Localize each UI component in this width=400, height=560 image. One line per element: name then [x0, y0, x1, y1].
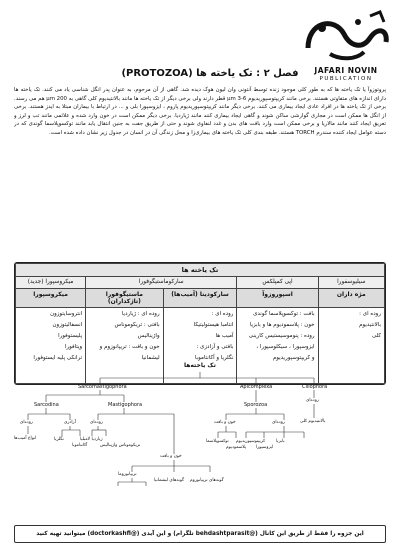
leaf-amoebas: انواع آمیب‌ها [14, 436, 37, 441]
node-sporozoa: Sporozoa [244, 402, 268, 408]
publisher-logo [300, 8, 392, 88]
node-intestinal: روده‌ای [90, 420, 103, 425]
leaf-cryptosporidium: کریپتوسپوریدیوم [236, 439, 266, 444]
leaf-balantidium: بالانتیدیوم کلی [300, 419, 326, 424]
node-free-living: آزادزی [64, 420, 76, 425]
node-mastigophora: Mastigophora [108, 402, 143, 408]
leaf-plasmodium: پلاسمودیوم [226, 445, 247, 450]
table-title: تک یاخته ها [16, 264, 385, 277]
leaf-acanthamoeba: آکانتاموبا [72, 443, 88, 448]
node-trypanosoma: تریپانوزوما [118, 472, 137, 477]
logo-tagline: PUBLICATION [319, 76, 373, 82]
leaf-isospora: ایزوسپورا [256, 445, 274, 450]
intro-paragraph: پروتوزوآ یا تک یاخته ها که به طور کلی موجود زنده توسط آنتونی وان لیون هوک دیده شد. گاهی از آن مرحوم، به عنوان پدر انگل شناسی یاد می کنند. تک یاخته ها دارای اندازه های متفاوتی هستند. برخی مانند کریپتوسپوریدیوم µm 3-6 قطر دارند ولی برخی دیگر از تک یاخته ها مانند بالانتیدیوم کلی گاهی به µm 200 هم می رسند. برخی از تک یاخته ها در افراد عادی ایجاد بیماری می کنند. برخی دیگر مانند کریپتوسپوریدیوم پاروم ، ایزوسپورا بلی و ... در ارتباط با بیماران مبتلا به ایدز هستند. برخی از انگل ها ممکن است در مجاری گوارشی ساکن شوند و گاهی ایجاد بیماری کنند مانند ژیاردیا. برخی دیگر ممکن است در خون وارد شده و علائمی مانند تب و لرز و تعریق ایجاد کنند مانند مالاریا و برخی ممکن است وارد بافت های بدن و غدد لنفاوی شوند و حتی از طریق جفت به جنین انتقال یابد مانند توکسوپلاسما گوندی که در دسته عوامل ایجاد کننده سندرم TORCH هستند. طبقه بندی کلی تک یاخته های بیماری‌زا و محل زندگی آن در انسان در جدول زیر نشان داده شده است. [14, 87, 386, 136]
table-group-cell: میکروسپورا (جدید) [16, 277, 86, 289]
table-cell: بافت : توکسوپلاسما گوندی خون : پلاسمودیوم ها و بابزیا روده : پنوموسیستیس کارینی ایزوسپورا ، سیکلوسپورا ، و کریپتوسپوریدیوم [237, 308, 318, 384]
logo-brand-text: JAFARI NOVIN [314, 66, 378, 75]
table-subgroup-cell: سارکودینا (آمیب‌ها) [163, 289, 237, 308]
node-sarcomastigophora: Sarcomastigophora [78, 384, 127, 390]
table-cell: انتروسایتوزون انسفالیتوزون پلیستوفورا ویتافورا ترانکی پلیه ایستوفورا [16, 308, 86, 384]
node-apicomplexa: Apicomplexa [240, 384, 273, 390]
leaf-babesia: بابزیا [276, 439, 285, 444]
leaf-naegleria: نگلریا [54, 437, 64, 442]
node-intestinal: روده‌ای [272, 420, 285, 425]
table-group-cell: اپی کمپلکس [237, 277, 318, 289]
node-intestinal: روده‌ای [306, 398, 319, 403]
table-subgroup-cell: اسپوروزوآ [237, 289, 318, 308]
table-subgroup-cell: میکروسپورا [16, 289, 86, 308]
table-cell: روده ای : انتامبا هیستولیتیکا آمیب ها بافتی و آزادزی : نگلریا و آکانتاموبا [163, 308, 237, 384]
node-intestinal: روده‌ای [20, 420, 33, 425]
leaf-toxoplasma: توکسوپلاسما [206, 439, 229, 444]
leaf-leishmania: گونه‌های لیشمانیا [154, 478, 185, 483]
node-blood-tissue: خون و بافت [160, 454, 182, 459]
table-group-cell: سارکوماستیگوفورا [86, 277, 237, 289]
leaf-giardia: ژیاردیا لامبلیا [80, 437, 103, 442]
table-cell: روده ای : بالانتیدیوم کلی [318, 308, 384, 384]
table-group-cell: سیلیوسفورا [318, 277, 384, 289]
table-subgroup-cell: ماستیگوفورا (تاژکداران) [86, 289, 163, 308]
chapter-title: فصل ۲ : تک یاخته ها (PROTOZOA) [121, 68, 299, 79]
classification-tree [14, 362, 386, 502]
node-blood-tissue: خون و بافت [214, 420, 236, 425]
footer-notice: این جزوه را فقط از طریق این کانال (@behdashtparasit تلگرام) و این آیدی (@doctorkashfi) میتوانید تهیه کنید [14, 525, 386, 543]
leaf-trypanosoma-species: گونه‌های تریپانوزوم [190, 478, 224, 483]
node-sarcodina: Sarcodina [34, 402, 59, 408]
tree-title: تک یاخته‌ها [184, 362, 216, 369]
publisher-logo-mark [300, 8, 392, 64]
table-subgroup-cell: مژه داران [318, 289, 384, 308]
leaf-trichomonas: تریکوموناس واژینالیس [100, 443, 141, 448]
node-ciliophora: Ciliophora [302, 384, 328, 390]
table-cell: روده ای : ژیاردیا بافتی : تریکوموناس واژینالیس خون و بافت : تریپانوزوم و لیشمانیا [86, 308, 163, 384]
